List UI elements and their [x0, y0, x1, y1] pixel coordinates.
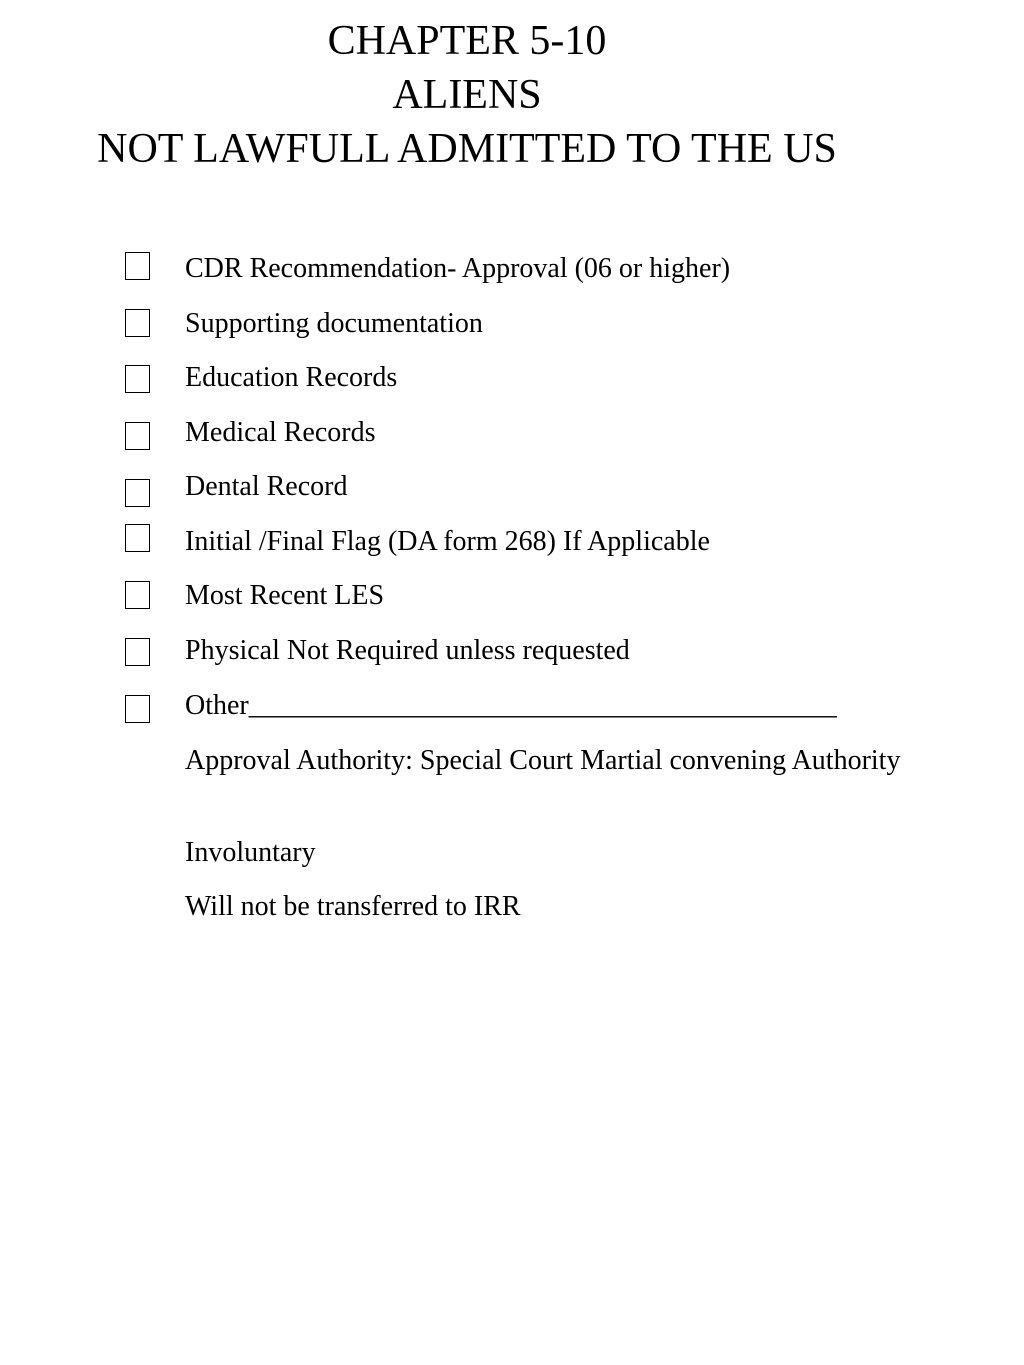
approval-authority-note: Approval Authority: Special Court Martial convening Authority [185, 745, 901, 776]
checkbox-medical-records[interactable] [125, 422, 150, 450]
checkbox-physical-not-required[interactable] [125, 638, 150, 666]
checkbox-cdr-recommendation[interactable] [125, 252, 150, 280]
checklist-item-label: Supporting documentation [185, 308, 483, 339]
checkbox-other[interactable] [125, 695, 150, 723]
checklist-item-label: Medical Records [185, 417, 376, 448]
checkbox-dental-record[interactable] [125, 479, 150, 507]
checklist-item-label: CDR Recommendation- Approval (06 or higher) [185, 253, 731, 284]
checklist-item-label-other: Other__________________________________________ [185, 690, 837, 721]
checklist-item-label: Dental Record [185, 471, 348, 502]
chapter-title: CHAPTER 5-10 [327, 18, 607, 64]
checklist-item-label: Initial /Final Flag (DA form 268) If Applicable [185, 526, 710, 557]
separation-type-note: Involuntary [185, 837, 316, 868]
chapter-subtitle: NOT LAWFULL ADMITTED TO THE US [97, 126, 837, 172]
checkbox-supporting-documentation[interactable] [125, 309, 150, 337]
checklist-item-label: Education Records [185, 362, 398, 393]
checkbox-initial-final-flag[interactable] [125, 524, 150, 552]
checkbox-education-records[interactable] [125, 365, 150, 393]
checklist-item-label: Physical Not Required unless requested [185, 635, 630, 666]
chapter-subject: ALIENS [392, 72, 542, 118]
checkbox-most-recent-les[interactable] [125, 581, 150, 609]
checklist-item-label: Most Recent LES [185, 580, 385, 611]
irr-transfer-note: Will not be transferred to IRR [185, 891, 521, 922]
